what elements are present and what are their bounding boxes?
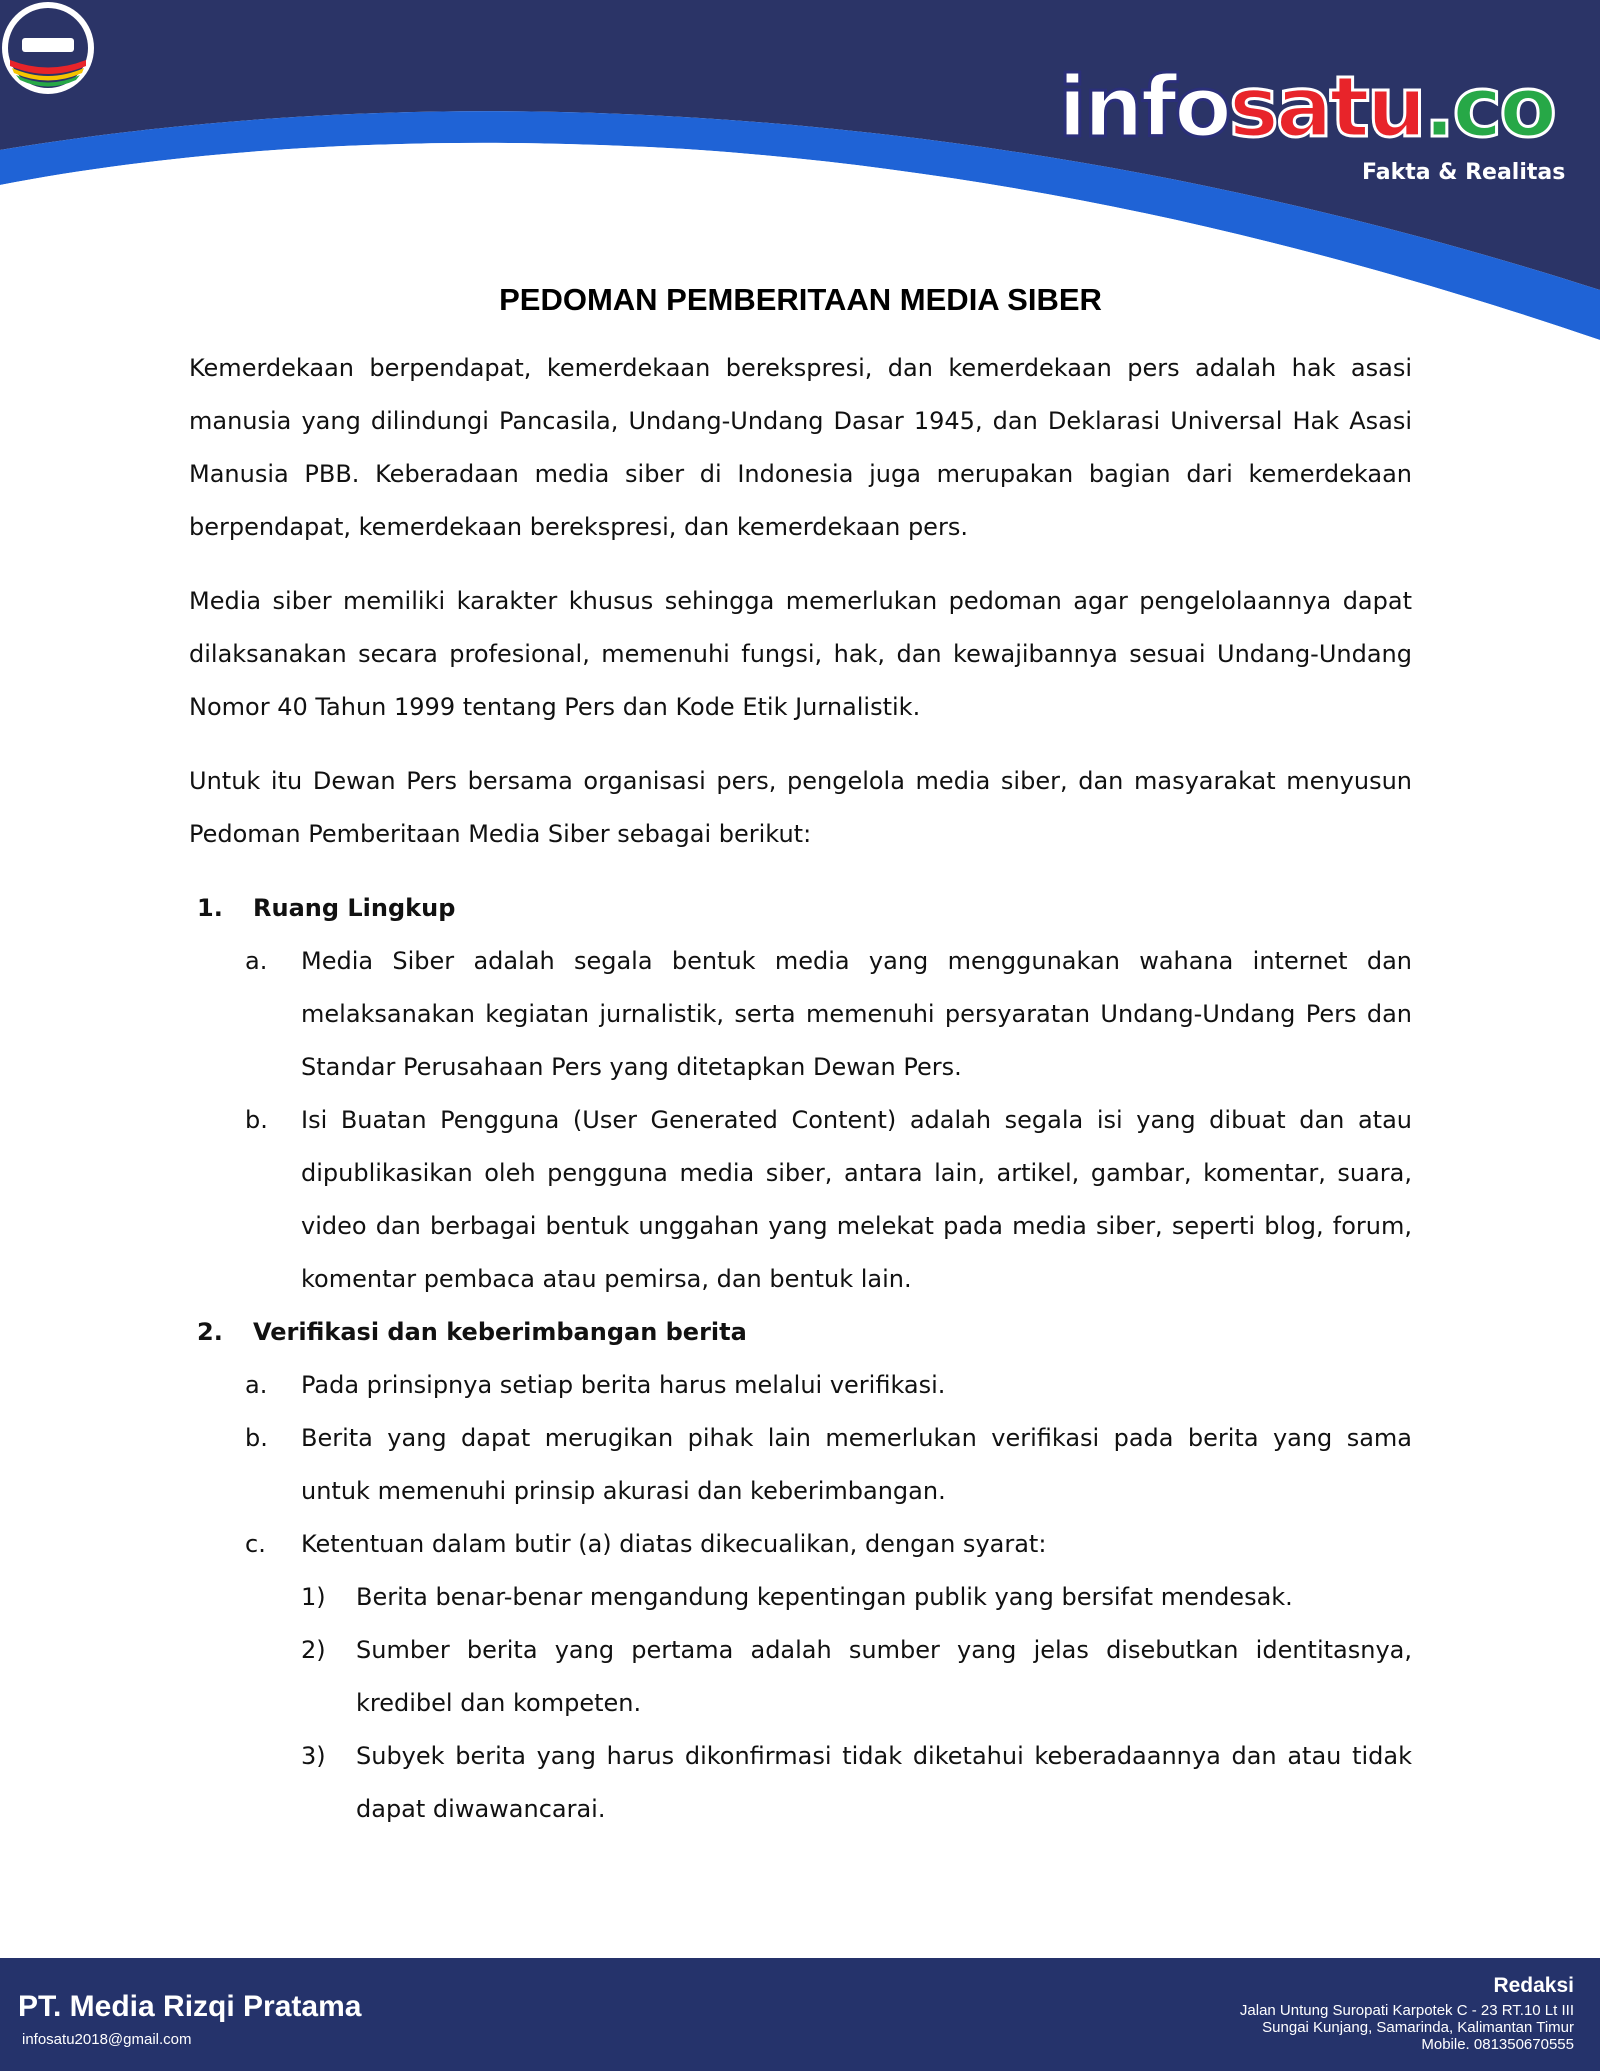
list-item-text: Pada prinsipnya setiap berita harus melalui verifikasi. — [301, 1371, 946, 1399]
list-item-text: Berita yang dapat merugikan pihak lain memerlukan verifikasi pada berita yang sama untuk memenuhi prinsip akurasi dan keberimbangan. — [301, 1424, 1412, 1505]
company-name: PT. Media Rizqi Pratama — [18, 1990, 362, 2023]
section-heading — [189, 882, 1412, 935]
sub-list-item — [189, 1571, 1412, 1624]
section-title: Ruang Lingkup — [253, 894, 456, 922]
document-body — [189, 270, 1412, 1836]
list-item-label: a. — [245, 1371, 268, 1399]
section-heading — [189, 1306, 1412, 1359]
sub-list-item-text: Sumber berita yang pertama adalah sumber yang jelas disebutkan identitasnya, kredibel dan kompeten. — [356, 1636, 1412, 1717]
brand-satu-text: satu — [1228, 58, 1424, 156]
brand-info-text: info — [1058, 58, 1229, 156]
sub-list-item — [189, 1730, 1412, 1836]
sub-list-item-text: Subyek berita yang harus dikonfirmasi tidak diketahui keberadaannya dan atau tidak dapat diwawancarai. — [356, 1742, 1412, 1823]
brand-co-text: .co — [1423, 58, 1554, 156]
list-item-label: c. — [245, 1530, 266, 1558]
list-item-text: Media Siber adalah segala bentuk media yang menggunakan wahana internet dan melaksanakan kegiatan jurnalistik, serta memenuhi persyaratan Undang-Undang Pers dan Standar Perusahaan Pers yang ditetapkan Dewan Pers. — [301, 947, 1412, 1081]
brand-tagline: Fakta & Realitas — [1362, 160, 1566, 185]
brand-wordmark — [1058, 58, 1554, 156]
list-item-label: a. — [245, 947, 268, 975]
list-item-label: b. — [245, 1424, 268, 1452]
document-title: PEDOMAN PEMBERITAAN MEDIA SIBER — [499, 282, 1102, 317]
list-item-text: Ketentuan dalam butir (a) diatas dikecualikan, dengan syarat: — [301, 1530, 1047, 1558]
list-item — [189, 1412, 1412, 1518]
address-line-1: Jalan Untung Suropati Karpotek C - 23 RT.10 Lt III — [1239, 2002, 1574, 2019]
sub-list-item-label: 2) — [301, 1636, 326, 1664]
list-item — [189, 935, 1412, 1094]
redaksi-contact-block — [1240, 1974, 1574, 2053]
page-footer — [0, 1958, 1600, 2071]
intro-paragraph-3: Untuk itu Dewan Pers bersama organisasi pers, pengelola media siber, dan masyarakat menyusun Pedoman Pemberitaan Media Siber sebagai berikut: — [189, 767, 1412, 848]
company-email: infosatu2018@gmail.com — [22, 2031, 192, 2048]
section-title: Verifikasi dan keberimbangan berita — [253, 1318, 747, 1346]
sub-list-item-text: Berita benar-benar mengandung kepentingan publik yang bersifat mendesak. — [356, 1583, 1293, 1611]
intro-paragraph-2: Media siber memiliki karakter khusus sehingga memerlukan pedoman agar pengelolaannya dapat dilaksanakan secara profesional, memenuhi fungsi, hak, dan kewajibannya sesuai Undang-Undang Nomor 40 Tahun 1999 tentang Pers dan Kode Etik Jurnalistik. — [189, 587, 1412, 721]
intro-paragraph-1: Kemerdekaan berpendapat, kemerdekaan berekspresi, dan kemerdekaan pers adalah hak asasi manusia yang dilindungi Pancasila, Undang-Undang Dasar 1945, dan Deklarasi Universal Hak Asasi Manusia PBB. Keberadaan media siber di Indonesia juga merupakan bagian dari kemerdekaan berpendapat, kemerdekaan berekspresi, dan kemerdekaan pers. — [189, 354, 1412, 541]
section-ruang-lingkup — [189, 882, 1412, 1306]
section-number: 1. — [197, 894, 223, 922]
sub-list-item-label: 1) — [301, 1583, 326, 1611]
sub-list-item — [189, 1624, 1412, 1730]
list-item — [189, 1094, 1412, 1306]
list-item-label: b. — [245, 1106, 268, 1134]
brand-logo-icon — [0, 0, 96, 96]
section-number: 2. — [197, 1318, 223, 1346]
sub-list-item-label: 3) — [301, 1742, 326, 1770]
phone-number: Mobile. 081350670555 — [1421, 2036, 1574, 2053]
section-verifikasi — [189, 1306, 1412, 1836]
address-line-2: Sungai Kunjang, Samarinda, Kalimantan Timur — [1262, 2019, 1574, 2036]
list-item — [189, 1518, 1412, 1571]
list-item-text: Isi Buatan Pengguna (User Generated Content) adalah segala isi yang dibuat dan atau dipublikasikan oleh pengguna media siber, antara lain, artikel, gambar, komentar, suara, video dan berbagai bentuk unggahan yang melekat pada media siber, seperti blog, forum, komentar pembaca atau pemirsa, dan bentuk lain. — [301, 1106, 1412, 1293]
redaksi-title: Redaksi — [1493, 1974, 1574, 1997]
list-item — [189, 1359, 1412, 1412]
